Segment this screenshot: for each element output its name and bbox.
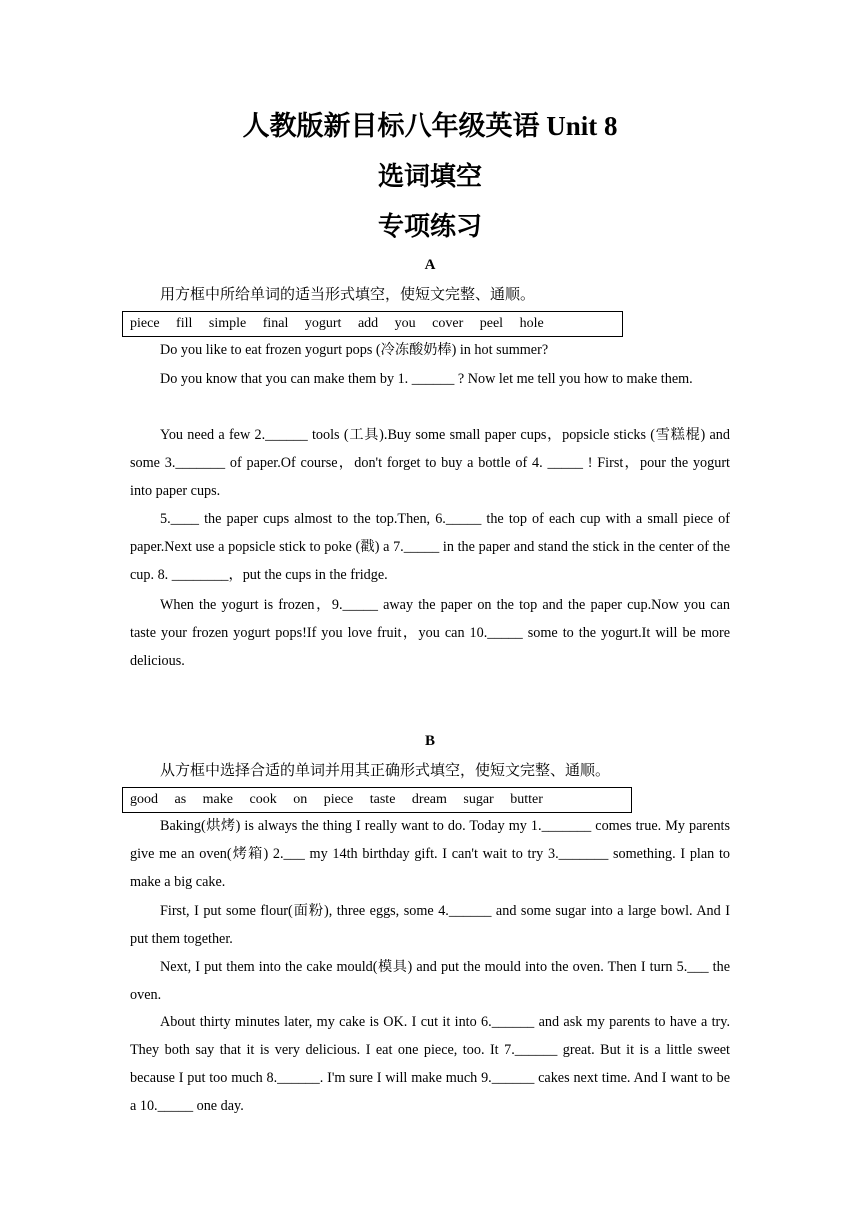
section-b-instruction: 从方框中选择合适的单词并用其正确形式填空，使短文完整、通顺。 xyxy=(160,763,611,779)
section-a-instruction: 用方框中所给单词的适当形式填空，使短文完整、通顺。 xyxy=(160,287,536,303)
word-box-item: on xyxy=(293,792,308,807)
word-box-item: piece xyxy=(130,316,160,331)
word-box-item: fill xyxy=(176,316,193,331)
section-b-paragraph: About thirty minutes later, my cake is OK. I cut it into 6.______ and ask my parents to have a try. They both say that it is very delicious. I eat one piece, too. It 7.______ great. But it is a little sweet because I put too much 8.______. I'm sure I will make much 9.______ cakes next time. And I want to be a 10._____ one day. xyxy=(130,1014,730,1114)
word-box-item: taste xyxy=(369,792,396,807)
document-subtitle: 选词填空 xyxy=(377,162,482,191)
word-box-item: cover xyxy=(432,316,464,331)
word-box-item: cook xyxy=(249,792,277,807)
word-box-item: good xyxy=(130,792,158,807)
section-b-paragraph: Next, I put them into the cake mould(模具) and put the mould into the oven. Then I turn 5.___ the oven. xyxy=(130,959,730,1003)
word-box-item: dream xyxy=(411,792,447,807)
word-box-item: as xyxy=(174,792,187,807)
section-a-paragraph: Do you know that you can make them by 1. ______ ? Now let me tell you how to make them. xyxy=(160,371,693,387)
document-title: 人教版新目标八年级英语 Unit 8 xyxy=(242,111,618,141)
word-box-item: final xyxy=(262,316,289,331)
word-box-item: make xyxy=(202,792,233,807)
section-b-paragraph: First, I put some flour(面粉), three eggs, some 4.______ and some sugar into a large bowl. And I put them together. xyxy=(130,903,730,947)
section-b-word-box xyxy=(122,787,632,813)
word-box-item: piece xyxy=(323,792,354,807)
section-a-paragraph: Do you like to eat frozen yogurt pops (冷冻酸奶棒) in hot summer? xyxy=(160,342,549,358)
word-box-item: peel xyxy=(479,316,504,331)
word-box-item: simple xyxy=(208,316,247,331)
section-b-heading: B xyxy=(424,733,435,749)
word-box-item: you xyxy=(394,316,416,331)
word-box-item: butter xyxy=(510,792,543,807)
section-b-paragraph: Baking(烘烤) is always the thing I really want to do. Today my 1._______ comes true. My parents give me an oven(烤箱) 2.___ my 14th birthday gift. I can't wait to try 3._______ something. I plan to make a big cake. xyxy=(130,818,730,890)
section-a-paragraph: You need a few 2.______ tools (工具).Buy some small paper cups，popsicle sticks (雪糕棍) and some 3._______ of paper.Of course，don't forget to buy a bottle of 4. _____ ! First，pour the yogurt into paper cups. xyxy=(130,427,730,499)
section-a-word-box xyxy=(122,311,623,337)
word-box-item: add xyxy=(357,316,379,331)
word-box-item: hole xyxy=(519,316,544,331)
section-a-paragraph: When the yogurt is frozen，9._____ away the paper on the top and the paper cup.Now you can taste your frozen yogurt pops!If you love fruit，you can 10._____ some to the yogurt.It will be more delicious. xyxy=(130,597,730,669)
document-subtitle-2: 专项练习 xyxy=(377,212,482,241)
section-a-heading: A xyxy=(424,257,436,273)
word-box-item: sugar xyxy=(463,792,494,807)
section-a-paragraph: 5.____ the paper cups almost to the top.Then, 6._____ the top of each cup with a small piece of paper.Next use a popsicle stick to poke (戳) a 7._____ in the paper and stand the stick in the center of the cup. 8. ________，put the cups in the fridge. xyxy=(130,511,730,583)
word-box-item: yogurt xyxy=(304,316,342,331)
